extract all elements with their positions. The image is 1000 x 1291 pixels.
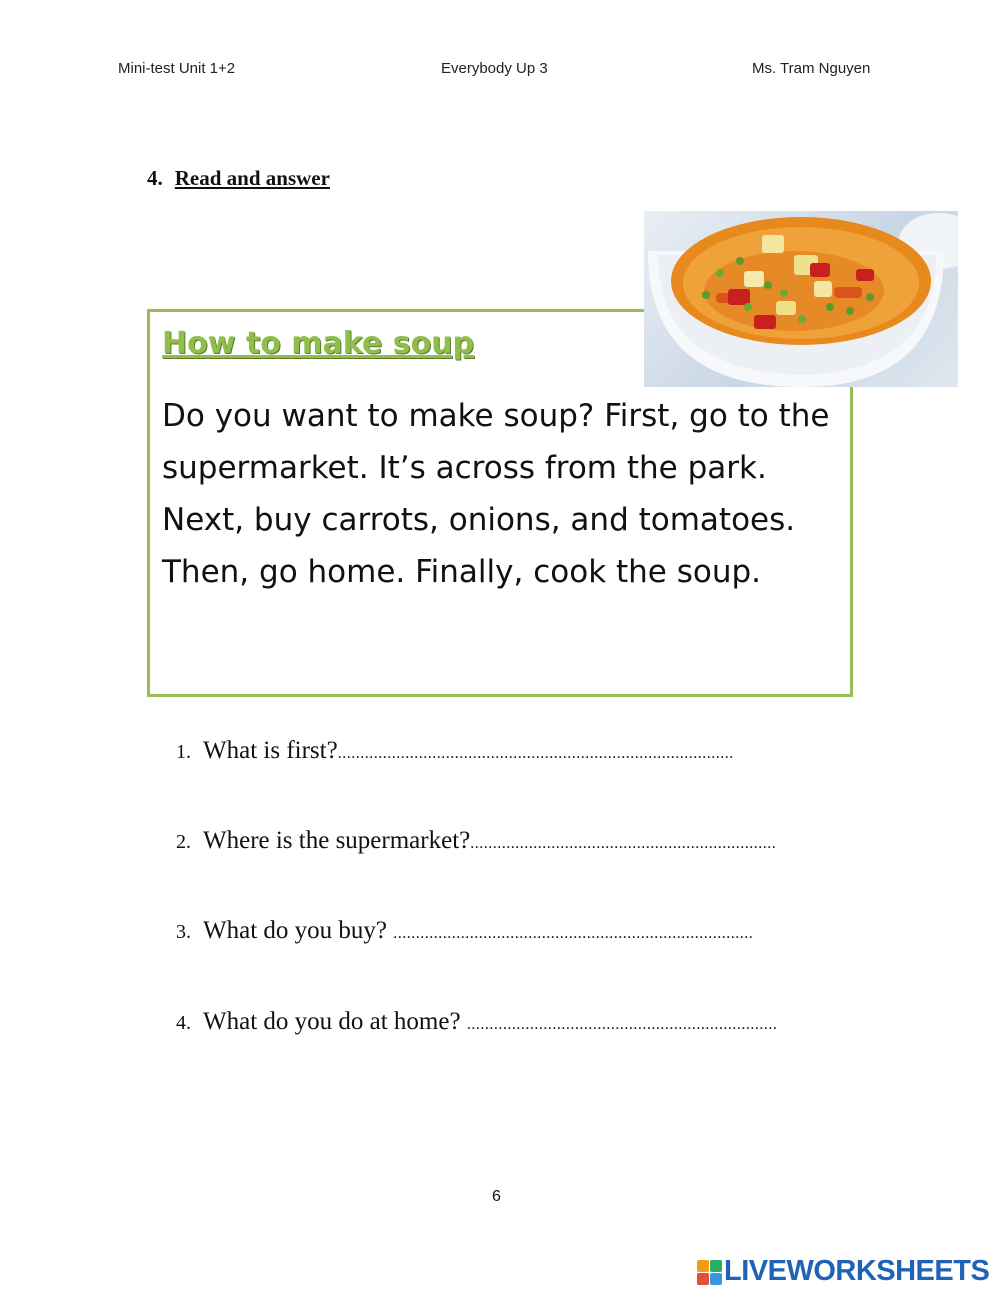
question-text: What is first? [203,737,338,764]
reading-title: How to make soup [162,326,475,361]
liveworksheets-logo[interactable] [697,1255,989,1288]
question-2 [176,827,776,855]
reading-body: Do you want to make soup? First, go to the supermarket. It’s across from the park. Next, buy carrots, onions, and tomatoes. Then, go home. Finally, cook the soup. [162,398,830,590]
page-number: 6 [492,1188,501,1205]
question-number: 3. [176,921,191,943]
header-right: Ms. Tram Nguyen [752,60,871,77]
answer-line[interactable]: .................................................................... [470,835,777,852]
soup-bowl-image [644,211,958,387]
header-center: Everybody Up 3 [441,60,548,77]
question-text: What do you do at home? [203,1008,461,1035]
question-number: 4. [176,1012,191,1034]
answer-line[interactable]: ................................................................................ [393,925,754,942]
answer-line[interactable]: ........................................................................................ [337,745,734,762]
logo-text: LIVEWORKSHEETS [724,1255,990,1287]
section-title: Read and answer [174,166,330,190]
question-text: Where is the supermarket? [203,827,471,854]
question-number: 1. [176,741,191,763]
question-3 [176,917,753,945]
header-left: Mini-test Unit 1+2 [118,60,236,77]
answer-line[interactable]: ..................................................................... [466,1016,778,1033]
section-heading [147,166,330,191]
question-number: 2. [176,831,191,853]
question-text: What do you buy? [203,917,387,944]
question-1 [176,737,734,765]
question-4 [176,1008,777,1036]
logo-blocks-icon [697,1260,721,1284]
section-number: 4. [147,166,163,190]
